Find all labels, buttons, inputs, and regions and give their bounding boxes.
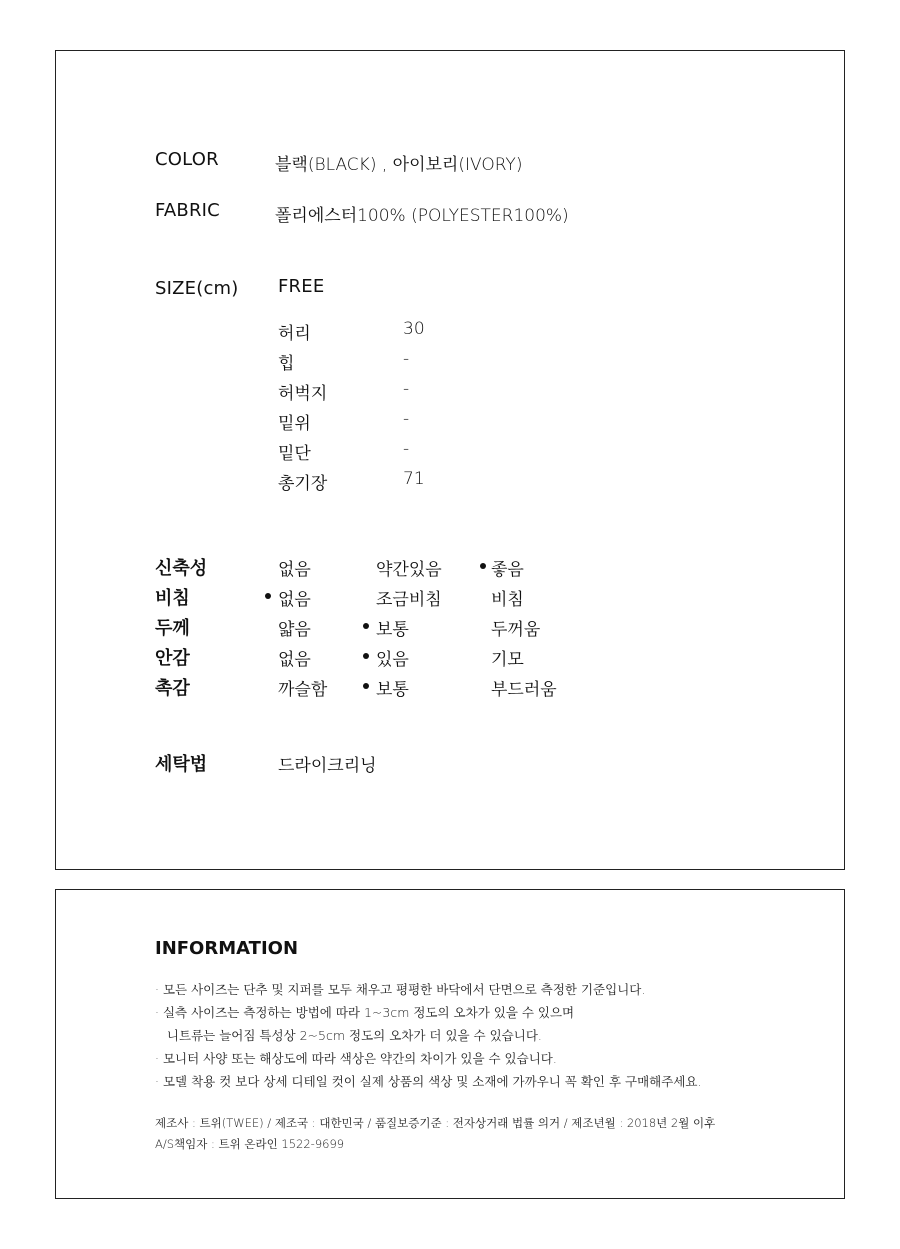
manufacturer-info: 제조사 : 트위(TWEE) / 제조국 : 대한민국 / 품질보증기준 : 전자상거래 법률 의거 / 제조년월 : 2018년 2월 이후 — [155, 1116, 716, 1130]
size-row-value: 71 — [403, 469, 425, 489]
selected-dot-icon — [363, 623, 369, 629]
size-row-value: - — [403, 379, 410, 399]
fabric-label: FABRIC — [155, 200, 220, 221]
attribute-option: 얇음 — [278, 620, 311, 640]
size-row-name: 허벅지 — [278, 384, 328, 404]
information-line: · 모든 사이즈는 단추 및 지퍼를 모두 채우고 평평한 바닥에서 단면으로 측정한 기준입니다. — [155, 982, 646, 997]
size-row-name: 밑위 — [278, 414, 311, 434]
information-line: 니트류는 늘어짐 특성상 2~5cm 정도의 오차가 더 있을 수 있습니다. — [155, 1028, 542, 1043]
attribute-option: 비침 — [491, 590, 524, 610]
size-label: SIZE(cm) — [155, 278, 239, 299]
information-line: · 실측 사이즈는 측정하는 방법에 따라 1~3cm 정도의 오차가 있을 수 있으며 — [155, 1005, 575, 1020]
attribute-option: 있음 — [376, 650, 409, 670]
attribute-option: 보통 — [376, 620, 409, 640]
attribute-option: 기모 — [491, 650, 524, 670]
attribute-option: 없음 — [278, 650, 311, 670]
color-value: 블랙(BLACK) , 아이보리(IVORY) — [275, 155, 523, 175]
information-panel — [55, 889, 845, 1199]
selected-dot-icon — [363, 683, 369, 689]
attribute-label: 비침 — [155, 588, 190, 609]
size-row-value: - — [403, 409, 410, 429]
as-contact: A/S책임자 : 트위 온라인 1522-9699 — [155, 1137, 345, 1151]
attribute-option: 없음 — [278, 590, 311, 610]
size-row-value: - — [403, 349, 410, 369]
attribute-label: 안감 — [155, 648, 190, 669]
information-title: INFORMATION — [155, 938, 299, 959]
attribute-option: 좋음 — [491, 560, 524, 580]
selected-dot-icon — [480, 563, 486, 569]
attribute-label: 촉감 — [155, 678, 190, 699]
size-row-name: 총기장 — [278, 474, 328, 494]
size-row-name: 밑단 — [278, 444, 311, 464]
size-row-name: 힙 — [278, 354, 295, 374]
attribute-option: 조금비침 — [376, 590, 442, 610]
fabric-value: 폴리에스터100% (POLYESTER100%) — [275, 206, 569, 226]
information-line: · 모델 착용 컷 보다 상세 디테일 컷이 실제 상품의 색상 및 소재에 가까우니 꼭 확인 후 구매해주세요. — [155, 1074, 702, 1089]
information-line: · 모니터 사양 또는 해상도에 따라 색상은 약간의 차이가 있을 수 있습니다. — [155, 1051, 557, 1066]
selected-dot-icon — [363, 653, 369, 659]
wash-label: 세탁법 — [155, 754, 208, 775]
attribute-option: 약간있음 — [376, 560, 442, 580]
color-label: COLOR — [155, 149, 219, 170]
size-header: FREE — [278, 276, 325, 297]
size-row-name: 허리 — [278, 324, 311, 344]
size-row-value: - — [403, 439, 410, 459]
attribute-option: 보통 — [376, 680, 409, 700]
attribute-option: 두꺼움 — [491, 620, 541, 640]
attribute-label: 신축성 — [155, 558, 208, 579]
selected-dot-icon — [265, 593, 271, 599]
attribute-option: 없음 — [278, 560, 311, 580]
attribute-option: 부드러움 — [491, 680, 557, 700]
size-row-value: 30 — [403, 319, 425, 339]
wash-value: 드라이크리닝 — [278, 756, 377, 776]
attribute-option: 까슬함 — [278, 680, 328, 700]
attribute-label: 두께 — [155, 618, 190, 639]
